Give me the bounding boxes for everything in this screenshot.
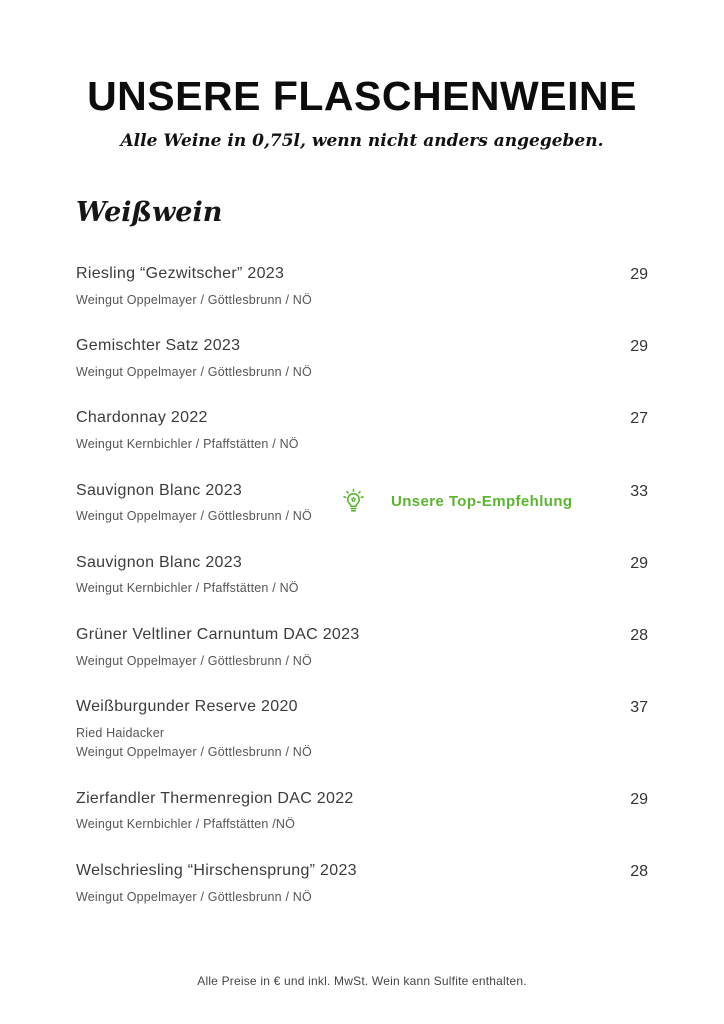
wine-producer-line: Weingut Oppelmayer / Göttlesbrunn / NÖ <box>76 364 312 379</box>
wine-info <box>76 481 312 527</box>
wine-price: 28 <box>630 862 648 880</box>
wine-producer-line: Weingut Kernbichler / Pfaffstätten / NÖ <box>76 581 299 596</box>
wine-producer-line: Weingut Oppelmayer / Göttlesbrunn / NÖ <box>76 745 312 760</box>
wine-info <box>76 789 354 835</box>
page-title: UNSERE FLASCHENWEINE <box>87 73 637 119</box>
wine-item <box>76 481 648 527</box>
wine-price: 33 <box>630 482 648 500</box>
wine-item <box>76 264 648 310</box>
wine-price: 28 <box>630 626 648 644</box>
wine-price: 29 <box>630 554 648 572</box>
wine-info <box>76 336 312 382</box>
page-footer: Alle Preise in € und inkl. MwSt. Wein kann Sulfite enthalten. <box>197 974 527 988</box>
wine-price: 29 <box>630 338 648 356</box>
wine-name: Welschriesling “Hirschensprung” 2023 <box>76 861 357 879</box>
wine-name: Riesling “Gezwitscher” 2023 <box>76 265 285 282</box>
wine-item <box>76 789 648 835</box>
top-recommendation-label: Unsere Top-Empfehlung <box>391 493 573 511</box>
wine-info <box>76 625 360 671</box>
wine-info <box>76 553 299 599</box>
wine-producer-line: Weingut Kernbichler / Pfaffstätten /NÖ <box>76 817 296 832</box>
menu-header <box>76 0 648 151</box>
wine-info <box>76 697 312 763</box>
wine-price: 29 <box>630 266 648 283</box>
top-recommendation-badge <box>340 481 572 523</box>
wine-info <box>76 408 299 454</box>
wine-producer-line: Ried Haidacker <box>76 725 165 740</box>
wine-item <box>76 697 648 763</box>
wine-price: 27 <box>630 410 648 428</box>
wine-item <box>76 408 648 454</box>
wine-name: Gemischter Satz 2023 <box>76 337 241 355</box>
wine-producer-line: Weingut Oppelmayer / Göttlesbrunn / NÖ <box>76 292 312 307</box>
wine-producer-line: Weingut Oppelmayer / Göttlesbrunn / NÖ <box>76 889 312 904</box>
wine-name: Weißburgunder Reserve 2020 <box>76 698 298 716</box>
section-title-weisswein: Weißwein <box>76 197 223 228</box>
wine-item <box>76 336 648 382</box>
wine-producer-line: Weingut Oppelmayer / Göttlesbrunn / NÖ <box>76 653 312 668</box>
wine-info <box>76 264 312 310</box>
wine-name: Grüner Veltliner Carnuntum DAC 2023 <box>76 625 360 643</box>
wine-list <box>76 264 648 907</box>
page-subtitle: Alle Weine in 0,75l, wenn nicht anders angegeben. <box>120 131 604 151</box>
wine-name: Zierfandler Thermenregion DAC 2022 <box>76 789 354 807</box>
wine-producer-line: Weingut Oppelmayer / Göttlesbrunn / NÖ <box>76 509 312 524</box>
wine-info <box>76 861 357 907</box>
wine-price: 29 <box>630 790 648 808</box>
wine-item <box>76 861 648 907</box>
wine-price: 37 <box>630 699 648 717</box>
wine-item <box>76 553 648 599</box>
wine-name: Chardonnay 2022 <box>76 409 208 427</box>
wine-name: Sauvignon Blanc 2023 <box>76 553 243 571</box>
wine-name: Sauvignon Blanc 2023 <box>76 481 243 499</box>
lightbulb-icon <box>340 488 367 515</box>
wine-producer-line: Weingut Kernbichler / Pfaffstätten / NÖ <box>76 437 299 452</box>
wine-item <box>76 625 648 671</box>
